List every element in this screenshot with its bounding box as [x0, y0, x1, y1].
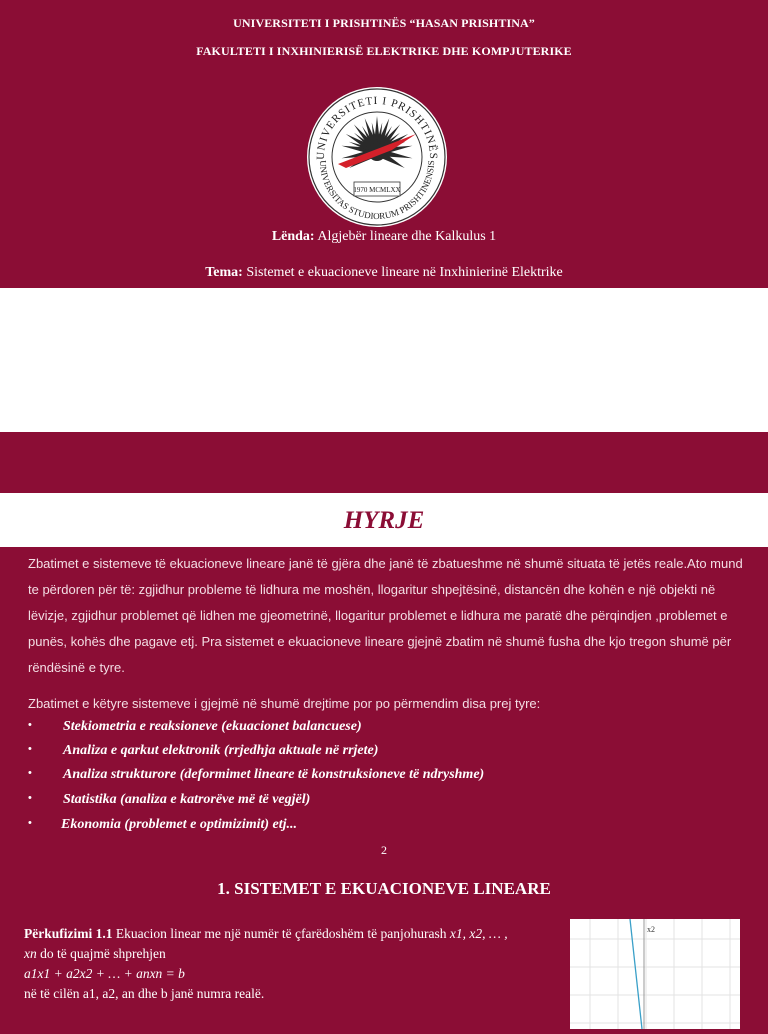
definition-block	[24, 924, 564, 1004]
course-line	[0, 229, 768, 245]
course-label: Lënda:	[271, 229, 315, 244]
logo-ring-top: UNIVERSITETI I PRISHTINËS	[314, 94, 440, 160]
bullet-icon: •	[28, 817, 32, 829]
definition-line-1: Përkufizimi 1.1 Ekuacion linear me një numër të çfarëdoshëm të panjohurash x1, x2, … ,	[24, 926, 508, 941]
university-title: UNIVERSITETI I PRISHTINËS “HASAN PRISHTINA”	[233, 16, 535, 30]
bullet-icon: •	[28, 767, 32, 779]
bullet-icon: •	[28, 743, 32, 755]
topic-value: Sistemet e ekuacioneve lineare në Inxhinierinë Elektrike	[246, 265, 563, 280]
page-number: 2	[381, 843, 387, 857]
graph-line	[630, 919, 642, 1029]
bullet-icon: •	[28, 719, 32, 731]
intro-title-band	[0, 493, 768, 547]
university-logo	[306, 86, 448, 228]
definition-vars: x1, x2, … ,	[449, 926, 508, 941]
definition-line-4: në të cilën a1, a2, an dhe b janë numra realë.	[24, 986, 265, 1001]
definition-line-2: xn do të quajmë shprehjen	[24, 946, 166, 961]
page-gap	[0, 288, 768, 432]
intro-title: HYRJE	[343, 507, 425, 534]
linear-equation: a1x1 + a2x2 + … + anxn = b	[24, 966, 185, 981]
topic-line	[0, 265, 768, 281]
section-title: 1. SISTEMET E EKUACIONEVE LINEARE	[217, 879, 551, 898]
graph-figure	[570, 919, 740, 1029]
list-intro: Zbatimet e këtyre sistemeve i gjejmë në shumë drejtime por po përmendim disa prej tyre:	[28, 696, 541, 711]
university-seal-icon	[306, 86, 448, 228]
applications-list: • Stekiometria e reaksioneve (ekuacionet balancuese) • Analiza e qarkut elektronik (rrjedhja aktuale në rrjete) • Analiza strukturore (deformimet lineare të konstruksioneve të ndryshme) • Statistika (analiza e katrorëve më të vegjël) • Ekonomia (problemet e optimizimit) etj...	[28, 719, 485, 832]
course-value: Algjebër lineare dhe Kalkulus 1	[317, 229, 497, 244]
bullet-icon: •	[28, 792, 32, 804]
topic-label: Tema:	[205, 265, 243, 280]
faculty-title: FAKULTETI I INXHINIERISË ELEKTRIKE DHE KOMPJUTERIKE	[196, 44, 572, 58]
definition-label: Përkufizimi 1.1	[24, 926, 113, 941]
logo-ring-bottom: UNIVERSITAS STUDIORUM PRISHTINENSIS	[317, 160, 437, 222]
logo-year: 1970 MCMLXX	[353, 186, 401, 194]
graph-axis-label: x2	[647, 925, 655, 934]
intro-paragraph: Zbatimet e sistemeve të ekuacioneve lineare janë të gjëra dhe janë të zbatueshme në shumë situata të jetës reale.Ato mund te përdoren për të: zgjidhur probleme të lidhura me moshën, llogaritur shpejtësinë, distancën dhe kohën e një objekti në lëvizje, zgjidhur problemet që lidhen me gjeometrinë, llogaritur problemet e lidhura me paratë dhe përqindjen ,problemet e punës, kohës dhe pagave etj. Pra sistemet e ekuacioneve lineare gjejnë zbatim në shumë fusha dhe kjo tregon shumë për rëndësinë e tyre.	[28, 556, 743, 675]
